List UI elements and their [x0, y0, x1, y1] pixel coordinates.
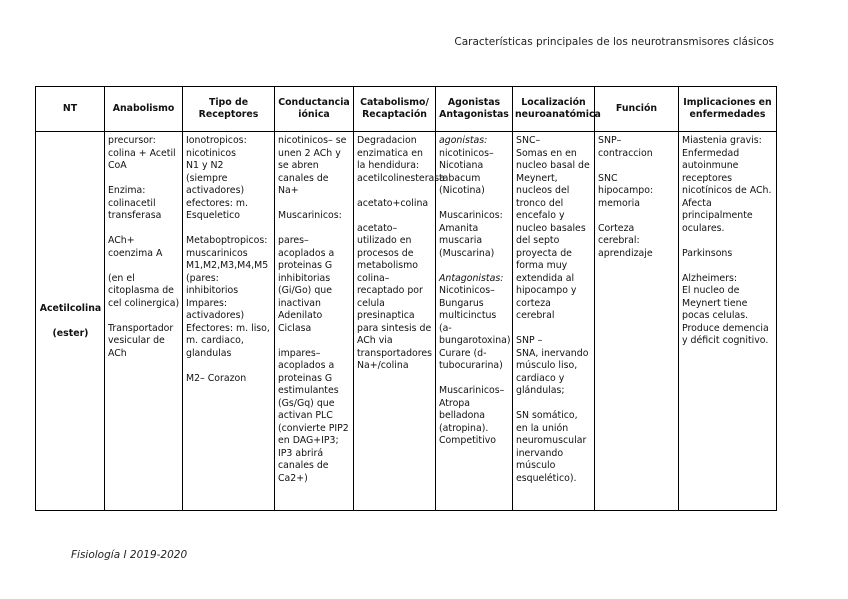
funcion-line: Corteza cerebral: aprendizaje [598, 222, 653, 259]
localizacion-line: SN somático, en la unión neuromuscular inervando músculo esquelético). [516, 410, 587, 484]
conductancia-line: pares– acoplados a proteinas G inhibitorias (Gi/Go) que inactivan Adenilato Ciclasa [278, 235, 335, 334]
implicaciones-line: Miastenia gravis: Enfermedad autoinmune receptores nicotínicos de ACh. Afecta principalmente oculares. [682, 135, 772, 234]
implicaciones-cell [679, 132, 777, 511]
agonistas-line: nicotinicos– Nicotiana tabacum (Nicotina) [439, 147, 494, 196]
catabolismo-cell [354, 132, 445, 511]
conductancia-cell [275, 132, 354, 511]
conductancia-line: Muscarinicos: [278, 210, 342, 221]
funcion-cell [595, 132, 679, 511]
conductancia-line: nicotinicos– se unen 2 ACh y se abren canales de Na+ [278, 135, 347, 196]
localizacion-cell [513, 132, 595, 511]
header-agonistas: Agonistas Antagonistas [436, 87, 513, 132]
conductancia-line: impares– acoplados a proteinas G estimulantes (Gs/Gq) que activan PLC (convierte PIP2 en DAG+IP3; IP3 abrirá canales de Ca2+) [278, 347, 349, 484]
nt-cell [36, 132, 105, 511]
funcion-line: SNP– contraccion [598, 135, 653, 159]
localizacion-line: SNC– Somas en en nucleo basal de Meynert, nucleos del tronco del encefalo y nucleo basales del septo proyecta de forma muy extendida al hipocampo y corteza cerebral [516, 135, 590, 321]
antagonistas-line: Nicotinicos– Bungarus multicinctus (a-bungarotoxina) Curare (d-tubocurarina) [439, 285, 511, 371]
header-implicaciones: Implicaciones en enfermedades [679, 87, 777, 132]
catabolismo-line: acetato+colina [357, 197, 429, 209]
footer-text: Fisiología I 2019-2020 [71, 549, 188, 561]
implicaciones-line: Parkinsons [682, 247, 733, 259]
header-catabolismo: Catabolismo/ Recaptación [354, 87, 436, 132]
header-localizacion: Localización neuroanatómica [513, 87, 595, 132]
antagonistas-label: Antagonistas: [439, 272, 504, 284]
page-header-title: Características principales de los neurotransmisores clásicos [454, 36, 774, 48]
header-conductancia: Conductancia iónica [275, 87, 354, 132]
anabolismo-line: ACh+ coenzima A [108, 235, 163, 259]
anabolismo-line: (en el citoplasma de cel colinergica) [108, 272, 180, 309]
receptores-line: M2– Corazon [186, 372, 247, 384]
funcion-line: SNC hipocampo: memoria [598, 172, 654, 209]
antagonistas-line: Muscarinicos– Atropa belladona (atropina). Competitivo [439, 385, 505, 446]
anabolismo-line: Enzima: colinacetil transferasa [108, 185, 162, 221]
implicaciones-line: Alzheimers: El nucleo de Meynert tiene pocas celulas. Produce demencia y déficit cognitivo. [682, 272, 769, 346]
nt-name: Acetilcolina [39, 303, 102, 314]
header-nt: NT [36, 87, 105, 132]
table-header-row [36, 87, 777, 132]
receptores-cell [183, 132, 275, 511]
agonistas-cell [436, 132, 513, 511]
header-anabolismo: Anabolismo [105, 87, 183, 132]
catabolismo-line: acetato– utilizado en procesos de metabolismo colina– recaptado por celula presinaptica para sintesis de ACh via transportadores Na+/colina [357, 222, 433, 371]
receptores-line: Ionotropicos: nicotinicos N1 y N2 (siempre activadores) efectores: m. Esqueletico [186, 135, 248, 221]
neurotransmitter-table [35, 86, 777, 511]
table-row [36, 132, 777, 511]
anabolismo-line: precursor: colina + Acetil CoA [108, 135, 176, 171]
header-funcion: Función [595, 87, 679, 132]
agonistas-label: agonistas: [439, 135, 488, 146]
anabolismo-cell [105, 132, 183, 511]
anabolismo-line: Transportador vesicular de ACh [108, 322, 174, 359]
receptores-line: Metaboptropicos: muscarinicos M1,M2,M3,M4,M5 (pares: inhibitorios Impares: activadores) Efectores: m. liso, m. cardiaco, glandulas [186, 235, 270, 359]
catabolismo-line: Degradacion enzimatica en la hendidura: acetilcolinesterasa [357, 135, 445, 184]
nt-type: (ester) [52, 327, 89, 339]
header-receptores: Tipo de Receptores [183, 87, 275, 132]
localizacion-line: SNP – SNA, inervando músculo liso, cardiaco y glándulas; [516, 335, 589, 396]
agonistas-line: Muscarinicos: Amanita muscaria (Muscarina) [439, 210, 503, 259]
